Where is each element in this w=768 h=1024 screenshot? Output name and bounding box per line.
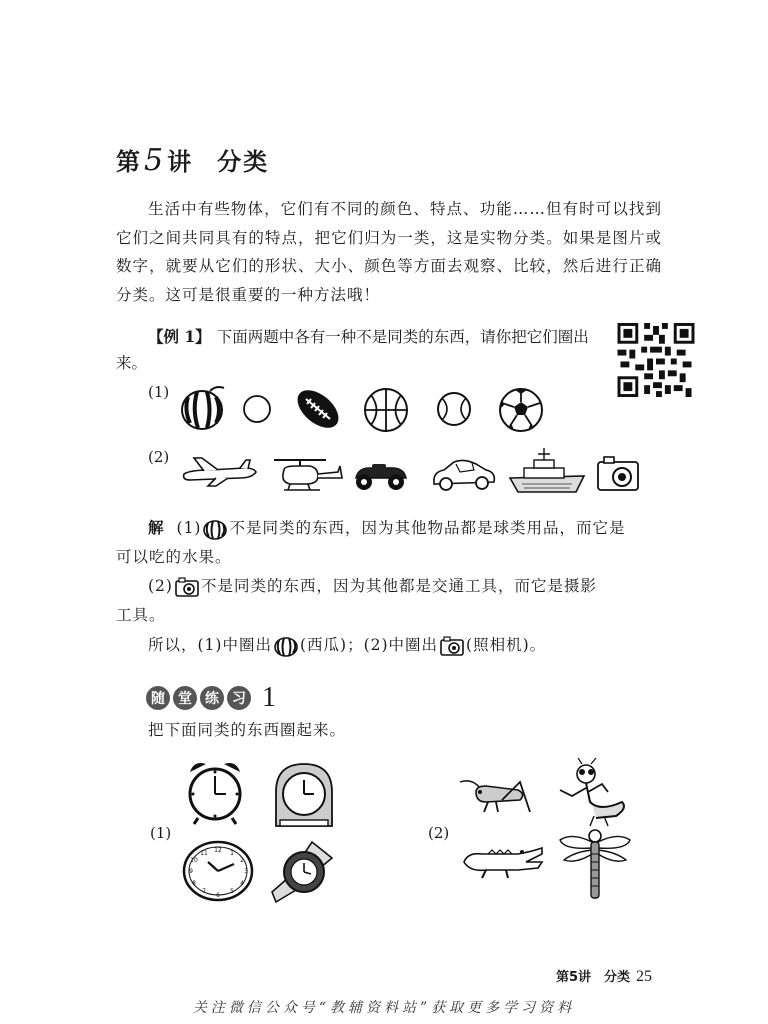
airplane-icon[interactable] (180, 454, 258, 488)
intro-paragraph: 生活中有些物体，它们有不同的颜色、特点、功能……但有时可以找到它们之间共同具有的特点，把它们归为一类，这是实物分类。如果是图片或数字，就要从它们的形状、大小、颜色等方面去观察、比较，然后进行正确分类。这可是很重要的一种方法哦！ (116, 200, 662, 304)
page-title: 第5讲 分类 (116, 143, 270, 178)
svg-text:2: 2 (240, 857, 244, 864)
practice-badge-char: 堂 (173, 686, 197, 710)
svg-text:7: 7 (202, 888, 206, 895)
camera-inline-icon (174, 576, 200, 598)
watermelon-inline-icon (273, 635, 299, 657)
svg-text:12: 12 (214, 847, 222, 854)
soccer-ball-icon[interactable] (498, 387, 544, 433)
wristwatch-icon[interactable] (268, 838, 340, 906)
ring-icon[interactable] (242, 394, 272, 424)
example-tag: 【例 1】 (148, 327, 211, 346)
crocodile-icon[interactable] (462, 842, 544, 880)
watermelon-inline-icon (202, 518, 228, 540)
svg-text:6: 6 (216, 892, 220, 899)
watermelon-icon[interactable] (180, 385, 228, 431)
row-2-label: (2) (148, 448, 170, 466)
svg-text:4: 4 (240, 880, 244, 887)
group-1-label: (1) (150, 824, 172, 842)
group-2-label: (2) (428, 824, 450, 842)
practice-number: 1 (262, 682, 276, 713)
practice-header (146, 682, 276, 714)
solution-line-2-cont: 工具。 (116, 606, 166, 624)
solution-line-1-cont: 可以吃的水果。 (116, 548, 232, 566)
solution-line-1: 解 (1) 不是同类的东西，因为其他物品都是球类用品，而它是 (148, 516, 668, 540)
svg-text:8: 8 (192, 880, 196, 887)
example-1-prompt: 【例 1】 下面两题中各有一种不是同类的东西，请你把它们圈出来。 (116, 327, 589, 372)
solution-label: 解 (148, 518, 165, 537)
svg-text:3: 3 (244, 868, 248, 875)
race-car-icon[interactable] (350, 460, 410, 492)
tennis-ball-icon[interactable] (436, 391, 472, 427)
car-icon[interactable] (430, 456, 498, 494)
grasshopper-icon[interactable] (458, 776, 532, 816)
wall-clock-icon[interactable] (182, 840, 254, 902)
watermark: 关注微信公众号“教辅资料站”获取更多学习资料 (192, 1000, 576, 1016)
page-number: 25 (636, 968, 652, 985)
footer-chapter: 第5讲 分类 25 (555, 968, 652, 985)
camera-icon[interactable] (596, 454, 640, 492)
solution-line-2: (2) 不是同类的东西，因为其他都是交通工具，而它是摄影 (148, 574, 668, 598)
practice-badge-char: 随 (146, 686, 170, 710)
svg-text:11: 11 (200, 850, 208, 857)
desk-clock-icon[interactable] (272, 762, 336, 828)
helicopter-icon[interactable] (270, 456, 342, 496)
practice-badge-char: 练 (200, 686, 224, 710)
mantis-icon[interactable] (556, 762, 630, 828)
rugby-ball-icon[interactable] (294, 386, 342, 432)
svg-text:1: 1 (230, 850, 234, 857)
basketball-icon[interactable] (362, 387, 410, 433)
svg-text:9: 9 (189, 868, 193, 875)
row-1-label: (1) (148, 383, 170, 401)
svg-text:5: 5 (230, 888, 234, 895)
alarm-clock-icon[interactable] (186, 758, 244, 824)
practice-badge-char: 习 (227, 686, 251, 710)
svg-text:10: 10 (190, 857, 198, 864)
dragonfly-icon[interactable] (556, 826, 634, 900)
qr-code-icon[interactable] (617, 323, 695, 397)
conclusion-line: 所以，(1)中圈出 (西瓜)；(2)中圈出 (照相机)。 (148, 633, 546, 657)
ship-icon[interactable] (508, 448, 586, 496)
camera-inline-icon (439, 635, 465, 657)
practice-instruction: 把下面同类的东西圈起来。 (148, 721, 347, 739)
